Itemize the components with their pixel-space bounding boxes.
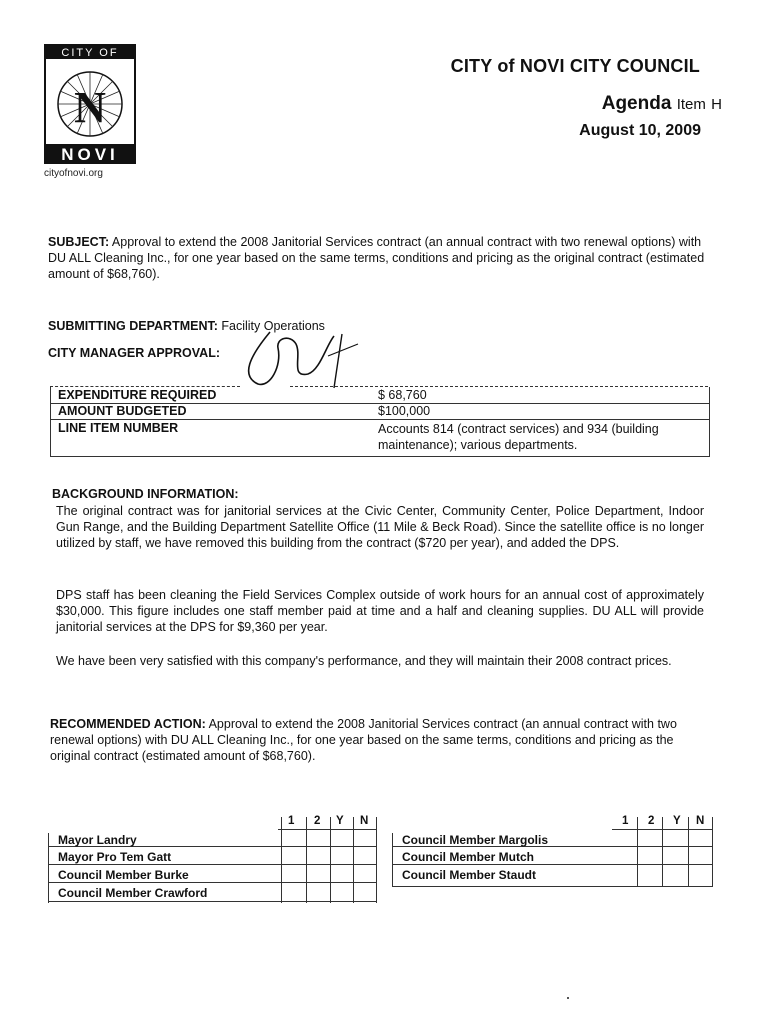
vote-member-name: Council Member Mutch bbox=[402, 850, 535, 864]
recommended-label: RECOMMENDED ACTION: bbox=[50, 717, 206, 731]
vote-header-n: N bbox=[360, 815, 369, 827]
item-letter: H bbox=[711, 96, 722, 113]
recommended-text: Approval to extend the 2008 Janitorial Services contract (an annual contract with two renewal options) with DU ALL Cleaning Inc., for one year based on the same terms, conditions and pricing as the original contract (estimated amount of $68,760). bbox=[50, 717, 677, 763]
vote-header-2: 2 bbox=[314, 815, 321, 827]
background-paragraph-3: We have been very satisfied with this company's performance, and they will maintain their 2008 contract prices. bbox=[56, 654, 672, 668]
meeting-date: August 10, 2009 bbox=[579, 122, 701, 139]
line-item-number-label: LINE ITEM NUMBER bbox=[58, 421, 179, 435]
city-of-novi-logo bbox=[44, 44, 136, 164]
svg-text:N: N bbox=[74, 83, 106, 132]
vote-table-right bbox=[392, 815, 716, 890]
item-word: Item bbox=[676, 96, 706, 113]
logo-url: cityofnovi.org bbox=[44, 168, 103, 179]
expenditure-required-label: EXPENDITURE REQUIRED bbox=[58, 388, 217, 402]
vote-header-y: Y bbox=[336, 815, 344, 827]
vote-header-1: 1 bbox=[288, 815, 295, 827]
vote-member-name: Council Member Margolis bbox=[402, 833, 549, 847]
vote-member-name: Mayor Landry bbox=[58, 833, 137, 847]
vote-member-name: Council Member Burke bbox=[58, 868, 189, 882]
vote-header-n: N bbox=[696, 815, 705, 827]
expenditure-required-value: $ 68,760 bbox=[378, 388, 427, 402]
subject-section bbox=[48, 234, 708, 282]
expenditure-row bbox=[50, 404, 710, 420]
vote-member-name: Council Member Staudt bbox=[402, 868, 537, 882]
expenditure-row bbox=[50, 388, 710, 404]
logo-top-text: CITY OF bbox=[61, 47, 119, 59]
expenditure-row bbox=[50, 421, 710, 455]
page-title: CITY of NOVI CITY COUNCIL bbox=[450, 56, 700, 76]
vote-table-left bbox=[48, 815, 378, 905]
vote-header-1: 1 bbox=[622, 815, 629, 827]
agenda-word: Agenda bbox=[601, 93, 672, 114]
line-item-number-value: Accounts 814 (contract services) and 934 (building maintenance); various departments. bbox=[378, 422, 659, 452]
amount-budgeted-value: $100,000 bbox=[378, 404, 431, 418]
scan-speck bbox=[567, 997, 569, 999]
background-heading: BACKGROUND INFORMATION: bbox=[52, 487, 239, 501]
subject-text: Approval to extend the 2008 Janitorial Services contract (an annual contract with two renewal options) with DU ALL Cleaning Inc., for one year based on the same terms, conditions and pricing as the original contract (estimated amount of $68,760). bbox=[48, 235, 705, 281]
vote-member-name: Council Member Crawford bbox=[58, 886, 208, 900]
recommended-action bbox=[50, 716, 704, 764]
logo-bottom-text: NOVI bbox=[61, 145, 119, 164]
vote-member-name: Mayor Pro Tem Gatt bbox=[58, 850, 172, 864]
submitting-value: Facility Operations bbox=[221, 319, 325, 333]
submitting-label: SUBMITTING DEPARTMENT: bbox=[48, 319, 218, 333]
background-paragraph-1: The original contract was for janitorial services at the Civic Center, Community Center, Police Department, Indoor Gun Range, and the Building Department Satellite Office (11 Mile & Beck Road). Since the satellite office is no longer utilized by staff, we have removed this building from the contract ($720 per year), and added the DPS. bbox=[56, 504, 704, 550]
vote-header-y: Y bbox=[673, 815, 681, 827]
subject-label: SUBJECT: bbox=[48, 235, 110, 249]
city-manager-approval-label: CITY MANAGER APPROVAL: bbox=[48, 346, 220, 360]
agenda-item bbox=[440, 93, 722, 115]
background-paragraph-2: DPS staff has been cleaning the Field Services Complex outside of work hours for an annual cost of approximately $30,000. This figure includes one staff member paid at time and a half and cleaning supplies. DU ALL will provide janitorial services at the DPS for $9,360 per year. bbox=[56, 588, 704, 634]
vote-header-2: 2 bbox=[648, 815, 655, 827]
amount-budgeted-label: AMOUNT BUDGETED bbox=[58, 404, 187, 418]
